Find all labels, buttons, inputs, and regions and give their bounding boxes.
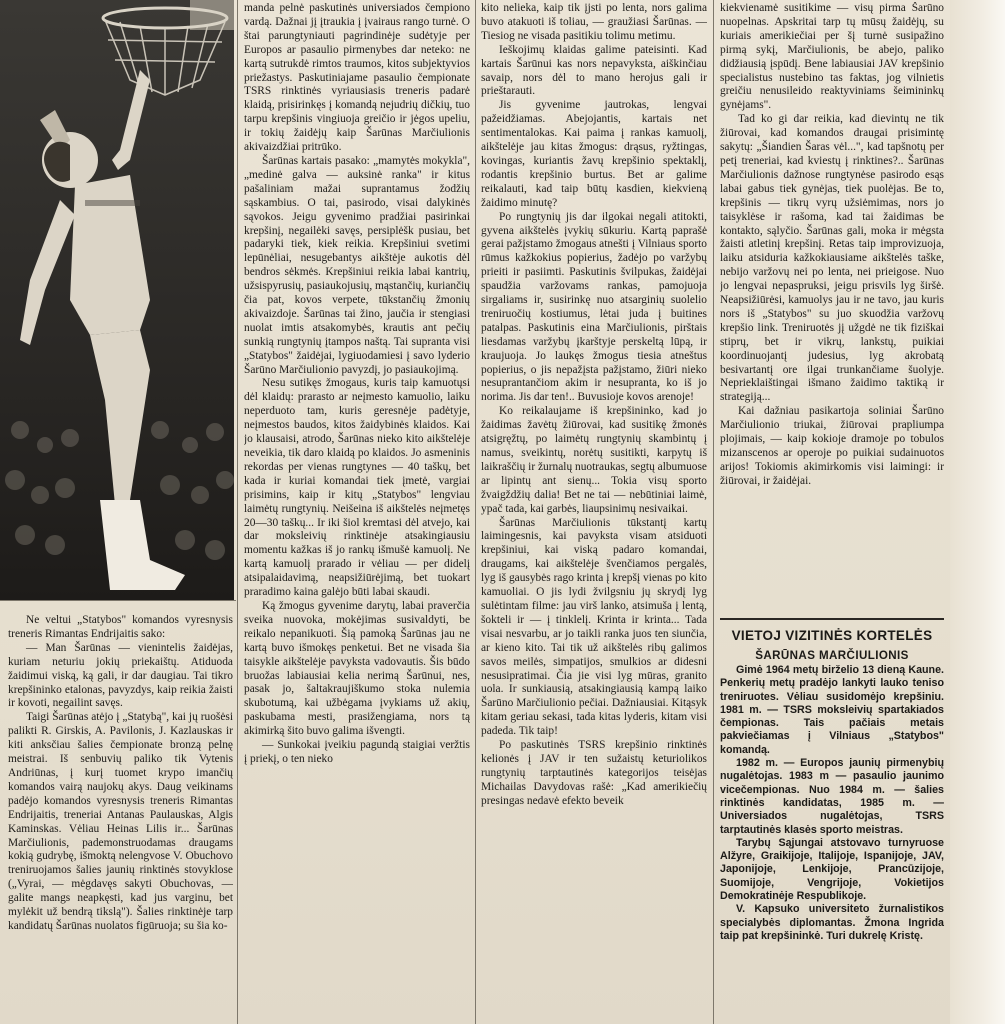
sidebar-heading: VIETOJ VIZITINĖS KORTELĖS: [731, 628, 933, 643]
paragraph: Po rungtynių jis dar ilgokai negali atitokti, gyvena aikštelės įvykių sūkuriu. Kartą paprašė gerai pažįstamo žmogaus atnešti į Vilniaus sporto rūmus kažkokius popierius, žadėjo po varžybų prieiti ir pasiimti. Paskutinis švilpukas, žaidėjai spaudžia varžovams rankas, pamojuoja sirgaliams ir, susirinkę nuo atsarginių suolelio treniruočių kostiumus, lėtai juda į buitines patalpas. Paskutinis eina Marčiulionis, pirštais liesdamas varžybų įkarštyje perskeltą lūpą, ir kraujuoja. Jo laukęs žmogus tiesia atneštus popierius, o jis nepažįsta pažįstamo, žiūri nieko nesuprantančiom akim ir nesupranta, ko iš jo norima. Jis dar ten!.. Buvusioje kovos arenoje!: [481, 210, 707, 404]
paragraph: Šarūnas kartais pasako: „mamytės mokykla", „medinė galva — auksinė ranka" ir kitus pašaliniam mažai suprantamus žodžių sąskambius. O tai, pasirodo, visai dalykinės sąvokos. Jeigu gyvenimo pradžiai pasirinkai krepšinį, negailėki savęs, persiplėšk pusiau, bet padaryki tiek, kiek reikia. Krepšiniui svetimi lepūnėliai, nesugebantys aikštėje aukotis dėl bendros sėkmės. Krepšiniui reikia labai kantrių, užsispyrusių, pasiaukojusių, mąstančių, kuriančių čia pat, kovos verpete, tūkstančių žmonių akivaizdoje. Šarūnas tai žino, jaučia ir stengiasi nuolat imtis atsakomybės, krautis ant pečių sunkią rungtynių įtampos naštą. Tai supranta visi „Statybos" žaidėjai, lygiuodamiesi į savo lyderio Šarūno Marčiulionio pavyzdį, jo pasiaukojimą.: [244, 154, 470, 376]
paragraph: kito nelieka, kaip tik įjsti po lenta, nors galima buvo atakuoti iš toliau, — graužiasi Šarūnas. — Tiesiog ne visada pasitikiu tolimu metimu.: [481, 2, 707, 42]
column-rule-1: [237, 0, 238, 1024]
basketball-player-photo: [0, 0, 234, 600]
sidebar-paragraph: Gimė 1964 metų birželio 13 dieną Kaune. Penkerių metų pradėjo lankyti lauko teniso treniruotes. Vėliau susidomėjo krepšiniu. 1981 m. — TSRS moksleivių spartakiados čempionas. Tais pačiais metais pakviečiamas į Vilniaus „Statybos" komandą.: [720, 664, 944, 756]
photo-bottom-rule: [0, 600, 236, 601]
column-4-text: [720, 2, 944, 614]
sidebar-name: ŠARŪNAS MARČIULIONIS: [755, 649, 909, 662]
paragraph: kiekvienamė susitikime — visų pirma Šarūno nuopelnas. Apskritai tarp tų mūsų žaidėjų, su kuriais amerikiečiai per šį turnė susipažino pirmą sykį, Marčiulionis, be abejo, paliko didžiausią įspūdį. Bene labiausiai JAV krepšinio specialistus nustebino tas faktas, jog vilnietis greičiu nenusileido reaktyviniams šeimininkų gynėjams".: [720, 2, 944, 112]
dunking-player-icon: [0, 0, 234, 600]
column-rule-3: [713, 0, 714, 1024]
paragraph: Ko reikalaujame iš krepšininko, kad jo žaidimas žavėtų žiūrovai, kad susitikę žmonės atsigręžtų, po laimėtų rungtynių skambintų į namus, sveikintų, norėtų susitikti, karpytų iš laikraščių ir žurnalų nuotraukas, segtų albumuose ar lipintų ant sienų... Tokia visų sporto žvaigždžių dalia! Bet ne tai — nebūtiniai laimė, ypač tada, kai garbės, liaupsinimų nesivaikai.: [481, 405, 707, 515]
business-card-sidebar: [720, 622, 944, 1022]
paragraph: Tad ko gi dar reikia, kad dievintų ne tik žiūrovai, kad komandos draugai prisimintę sakytų: „Šiandien Šaras vėl...", kad tapšnotų per petį treneriai, kad kviestų į rinktines?.. Šarūnas Marčiulionis dažnose rungtynėse pasirodo esąs labai gabus tiek gynėjas, tiek puolėjas. Be to, krepšinis — tikrų vyrų užsiėmimas, nors jo taisyklėse ir rašoma, kad tai žaidimas be kontakto, sąlyčio. Šarūnas gali, moka ir mėgsta žaisti atletinį krepšinį. Retas taip improvizuoja, laiku atsiduria kažkokiausiame aikštelės taške, nebijo varžovų nei po lenta, nei prieigose. Nuo jo lengvai nepaspruksi, jeigu prisvils lyg širšė. Neapsižiūrėsi, kamuolys jau ir ne tavo, jau kuris nors iš „Statybos" su juo skuodžia varžovų krepšio link. Treniruotės jį užgdė ne tik fiziškai stiprų, bet ir vikrų, lankstų, puikiai koordinuojantį judesius, lyg akrobatą besivartantį ore ilgai trunkančiame šuolyje. Neprieklaištingai išmano žaidimo taktiką ir strategiją...: [720, 113, 944, 404]
paragraph: Ieškojimų klaidas galime pateisinti. Kad kartais Šarūnui kas nors nepavyksta, aiškinčiau savaip, nors dėl to mano herojus gali ir prieštarauti.: [481, 43, 707, 98]
sidebar-top-rule: [720, 618, 944, 620]
column-1-text: [8, 614, 233, 1022]
paragraph: Ką žmogus gyvenime darytų, labai praverčia sveika nuovoka, mokėjimas susivaldyti, be reikalo nepanikuoti. Šią pamoką Šarūnas jau ne kartą buvo išmokęs penketui. Bet ne visada šia taisykle aikštelėje pavyksta vadovautis. Šis būdo bruožas labiausiai kelia nerimą Šarūnui, nes, pasak jo, šaltakraujiškumo stoka nulemia skubotumą, kai užbėgama įvykiams už akių, paskubama mesti, prasižengiama, nors tą akimirką šito buvo galima išvengti.: [244, 599, 470, 738]
paragraph: — Sunkokai įveikiu pagundą staigiai veržtis į priekį, o ten nieko: [244, 739, 470, 765]
paragraph: manda pelnė paskutinės universiados čempiono vardą. Dažnai jį įtraukia į įvairaus rango turnė. O štai parungtyniauti pagrindinėje sudėtyje per Europos ar pasaulio pirmenybes dar neteko: ne kartą sutrukdė rimtos traumos, kitos subjektyvios priežastys. Paskutiniajame pasaulio čempionate TSRS rinktinės vyriausiasis treneris padarė klaidą, prisirinkęs į komandą nejudrių dičkių, tuo tarpu krepšinis vingiuoja greičio ir jėgos upeliu, ir tokių žaidėjų kaip Šarūnas Marčiulionis akivaizdžiai pritrūko.: [244, 2, 470, 154]
page-edge: [950, 0, 1005, 1024]
paragraph: — Man Šarūnas — vienintelis žaidėjas, kuriam neturiu jokių priekaištų. Atiduoda žaidimui viską, ką gali, ir dar daugiau. Tai tikro krepšininko etalonas, pavyzdys, kaip reikia žaisti ir kovoti, negailint savęs.: [8, 641, 233, 710]
paragraph: Ne veltui „Statybos" komandos vyresnysis treneris Rimantas Endrijaitis sako:: [8, 614, 233, 640]
paragraph: Nesu sutikęs žmogaus, kuris taip kamuotųsi dėl klaidų: prarasto ar neįmesto kamuolio, laiku neperduoto tam, kuris geresnėje padėtyje, neįmestos baudos, kitos žaidybinės klaidos. Kai jo klausaisi, atrodo, Šarūnas nieko kito aikštelėje neveikia, tik daro klaidą po klaidos. Jo asmeninis rekordas per vienas rungtynes — 40 taškų, bet kada ir kuriai komandai tiek įmetė, vargiai prisimins, kaip ir kitų „Statybos" lengviau laimėtų rungtynių. Neišeina iš aikštelės neįmetęs 20—30 taškų... Ir iki šiol kremtasi dėl atvejo, kai dar moksleivių rinktinėje atsakingiausiu momentu kažkas iš jo rankų išmušė kamuolį. Ne kartą kamuolį prarado ir vėliau — per didelį atsipalaidavimą, neapsižiūrėjimą, bet tuokart praradimo kaina galėjo būti labai skaudi.: [244, 377, 470, 599]
column-3-text: [481, 2, 707, 1022]
paragraph: Šarūnas Marčiulionis tūkstantį kartų laimingesnis, kai pavyksta visam atsiduoti krepšiniui, kai viską padaro komandai, draugams, kai aikštelėje švenčiamos pergalės, lyg iš gausybės rago krinta į krepšį vienas po kito kamuoliai. O jis lydi žvilgsniu jų skrydį lyg sulėtintam filme: jau virš lanko, atsimuša į lentą, šokteli ir — į tinklelį. Krinta ir krinta... Tada visai nesvarbu, ar jo taikli ranka juos ten siunčia, ar kieno kito. Tai tik už aikštelės ribų galimos savos meilės, simpatijos, smulkios ar didesni nesusipratimai. Čia jie visi lyg mūras, granito uola. Ir sunkiausią, atsakingiausią kampą laiko Šarūno Marčiulionio pečiai. Dažniausiai. Kitąsyk kitam geriau sekasi, tada kitas lyderis, kitam visi padeda. Tik taip!: [481, 516, 707, 738]
sidebar-paragraph: Tarybų Sąjungai atstovavo turnyruose Alžyre, Graikijoje, Italijoje, Ispanijoje, JAV, Japonijoje, Lenkijoje, Prancūzijoje, Suomijoje, Vengrijoje, Vokietijos Demokratinėje Respublikoje.: [720, 836, 944, 903]
paragraph: Jis gyvenime jautrokas, lengvai pažeidžiamas. Abejojantis, kartais net sentimentalokas. Kai paima į rankas kamuolį, aikštelėje jau kitas žmogus: drąsus, ryžtingas, kovingas, kuriantis žavų krepšinio spektaklį, rodantis krepšinio burtus. Bet ar galime reikalauti, kad taip būtų kasdien, kiekvieną žaidimo minutę?: [481, 99, 707, 209]
paragraph: Taigi Šarūnas atėjo į „Statybą", kai jų ruošėsi palikti R. Girskis, A. Pavilonis, J. Kazlauskas ir kiti anksčiau šalies čempionate bronzą pelnę meistrai. Iš senbuvių paliko tik Vytenis Andriūnas, į kurį tuomet krypo imančių komandos vairą naujokų akys. Daug veikinams padėjo komandos vyresnysis treneris Rimantas Endrijaitis, treneriai Antanas Paulauskas, Algis Kaminskas. Vėliau Heinas Lilis ir... Šarūnas Marčiulionis, pademonstruodamas draugams kokią gudrybę, išmoktą nelengvose V. Obuchovo treniruojamos šalies jaunių rinktinės stovyklose („Vyrai, — mėgdavęs sakyti Obuchovas, — galite mangs neapkęsti, kad jus varginu, bet mylėkit už bendrą tikslą"). Šalies rinktinėje tarp kandidatų Šarūnas nuolatos figūruoja; su šia ko-: [8, 711, 233, 932]
column-2-text: [244, 2, 470, 1022]
paragraph: Kai dažniau pasikartoja soliniai Šarūno Marčiulionio triukai, žiūrovai prapliumpa plojimais, — kaip kokioje dramoje po tobulos mizanscenos ar operoje po puikiai sudainuotos arijos! Tokiomis akimirkomis visi laimingi: ir žiūrovai, ir žaidėjai.: [720, 405, 944, 487]
sidebar-paragraph: 1982 m. — Europos jaunių pirmenybių nugalėtojas. 1983 m — pasaulio jaunimo vicečempionas. Nuo 1984 m. — šalies rinktinės kandidatas, 1985 m. — Universiados nugalėtojas, TSRS tarptautinės klasės sporto meistras.: [720, 757, 944, 836]
paragraph: Po paskutinės TSRS krepšinio rinktinės kelionės į JAV ir ten sužaistų keturiolikos rungtynių tarptautinės kategorijos teisėjas Michailas Davydovas rašė: „Kad amerikiečių presingas nedavė efekto beveik: [481, 739, 707, 807]
sidebar-body: [720, 664, 944, 943]
sidebar-paragraph: V. Kapsuko universiteto žurnalistikos specialybės diplomantas. Žmona Ingrida taip pat krepšininkė. Turi dukrelę Kristę.: [720, 903, 944, 942]
column-rule-2: [475, 0, 476, 1024]
